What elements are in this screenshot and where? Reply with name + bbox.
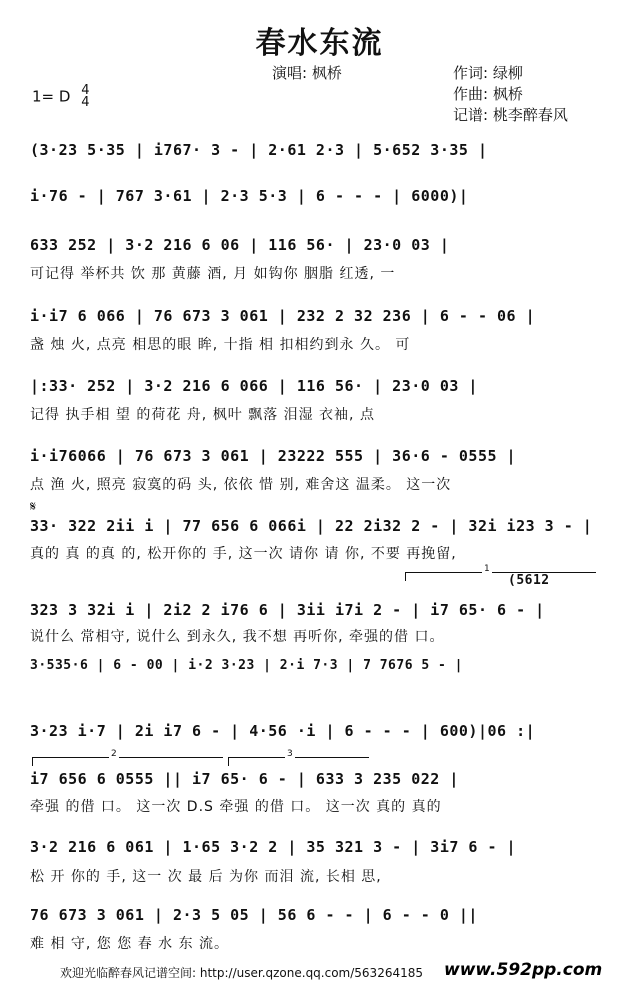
score-line-12: 3·2 216 6 061 | 1·65 3·2 2 | 35 321 3 - | 3i7 6 - | [30, 838, 517, 856]
lyric-line-8: 说什么 常相守, 说什么 到永久, 我不想 再听你, 牵强的借 口。 [30, 629, 445, 645]
score-line-9-upper: 3·535·6 | 6 - 00 | i·2 3·23 | 2·i 7·3 | 7 7676 5 - | [30, 658, 463, 673]
transcriber-credit: 记谱: 桃李醉春风 [453, 106, 568, 124]
score-line-6: i·i76066 | 76 673 3 061 | 23222 555 | 36·6 - 0555 | [30, 447, 517, 465]
score-line-13: 76 673 3 061 | 2·3 5 05 | 56 6 - - | 6 - - 0 || [30, 906, 478, 924]
score-line-4: i·i7 6 066 | 76 673 3 061 | 232 2 32 236 | 6 - - 06 | [30, 307, 536, 325]
key-signature [32, 85, 90, 109]
lyric-line-7: 真的 真 的真 的, 松开你的 手, 这一次 请你 请 你, 不要 再挽留, [30, 546, 457, 562]
lyric-line-6: 点 渔 火, 照亮 寂寞的码 头, 依依 惜 别, 难舍这 温柔。 这一次 [30, 477, 452, 493]
volta-bracket-2 [32, 749, 223, 766]
volta-bracket-3 [228, 749, 369, 766]
lyric-line-4: 盏 烛 火, 点亮 相思的眼 眸, 十指 相 扣相约到永 久。 可 [30, 337, 411, 353]
lyric-line-12: 松 开 你的 手, 这一 次 最 后 为你 而泪 流, 长相 思, [30, 869, 382, 885]
time-signature [81, 85, 89, 109]
score-line-1: (3·23 5·35 | i767· 3 - | 2·61 2·3 | 5·652 3·35 | [30, 141, 488, 159]
score-line-11: i7 656 6 0555 || i7 65· 6 - | 633 3 235 022 | [30, 770, 459, 788]
score-line-2: i·76 - | 767 3·61 | 2·3 5·3 | 6 - - - | 6000)| [30, 187, 469, 205]
score-line-7: 33· 322 2ii i | 77 656 6 066i | 22 2i32 2 - | 32i i23 3 - | [30, 517, 593, 535]
score-line-8: 323 3 32i i | 2i2 2 i76 6 | 3ii i7i 2 - | i7 65· 6 - | [30, 601, 545, 619]
song-title: 春水东流 [255, 26, 384, 61]
coda-notes: (5612 [508, 573, 550, 588]
time-bottom: 4 [81, 95, 90, 110]
site-watermark: www.592pp.com [440, 960, 606, 980]
segno-sign: 𝄋 [30, 499, 37, 515]
volta-number-3: 3 [287, 749, 293, 759]
key-label: 1= D [32, 87, 71, 106]
composer-credit: 作曲: 枫桥 [453, 85, 523, 103]
lyric-line-5: 记得 执手相 望 的荷花 舟, 枫叶 飘落 泪湿 衣袖, 点 [30, 407, 375, 423]
volta-bracket-1 [405, 564, 596, 581]
volta-number-1: 1 [484, 564, 490, 574]
lyric-line-3: 可记得 举杯共 饮 那 黄藤 酒, 月 如钩你 胭脂 红透, 一 [30, 266, 396, 282]
singer-credit: 演唱: 枫桥 [272, 64, 342, 82]
lyricist-credit: 作词: 绿柳 [453, 64, 523, 82]
lyric-line-11: 牵强 的借 口。 这一次 D.S 牵强 的借 口。 这一次 真的 真的 [30, 799, 442, 815]
lyric-line-13: 难 相 守, 您 您 春 水 东 流。 [30, 936, 230, 952]
volta-number-2: 2 [111, 749, 117, 759]
score-line-3: 633 252 | 3·2 216 6 06 | 116 56· | 23·0 03 | [30, 236, 450, 254]
time-top: 4 [81, 83, 90, 98]
footer-credit: 欢迎光临醉春风记谱空间: http://user.qzone.qq.com/563264185 [60, 966, 424, 980]
score-line-5: |:33· 252 | 3·2 216 6 066 | 116 56· | 23·0 03 | [30, 377, 478, 395]
score-line-10: 3·23 i·7 | 2i i7 6 - | 4·56 ·i | 6 - - - | 600)|06 :| [30, 722, 536, 740]
